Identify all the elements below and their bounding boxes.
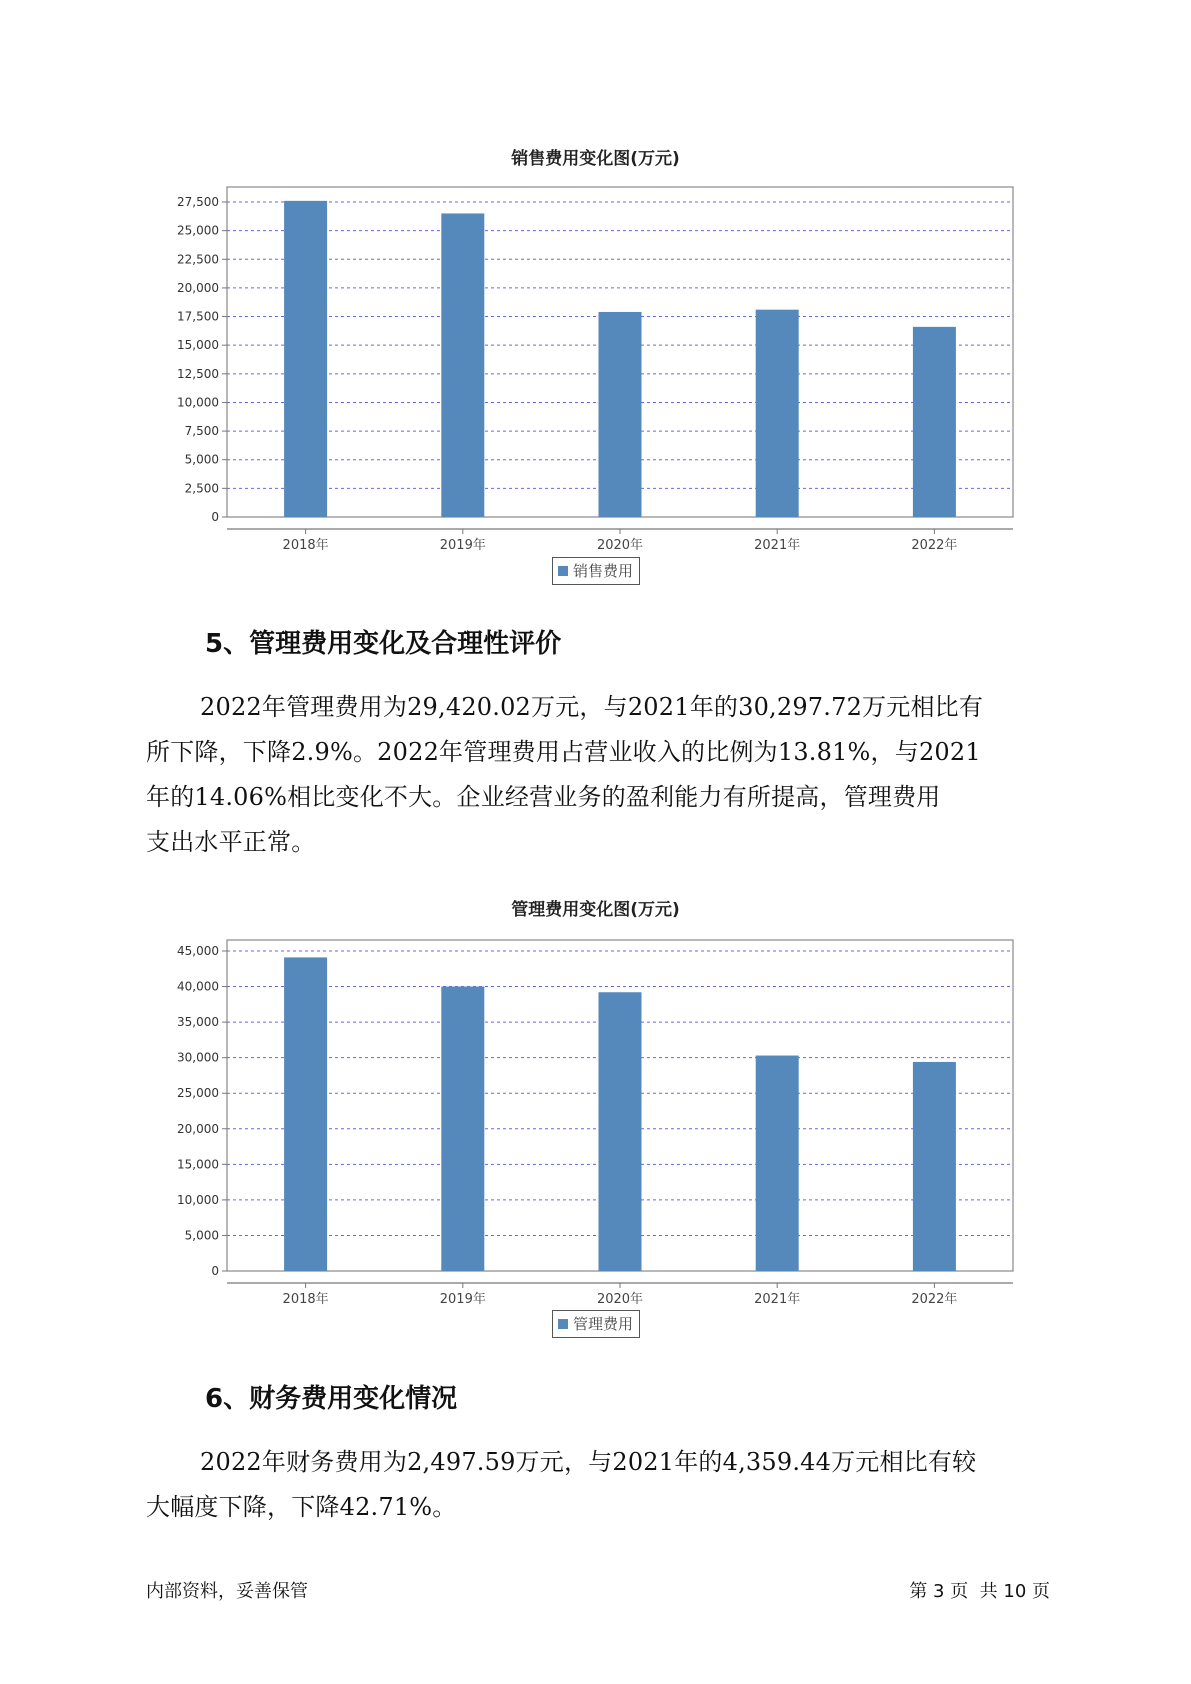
y-tick-label: 2,500: [184, 481, 219, 496]
y-tick-label: 22,500: [177, 252, 219, 267]
y-tick-label: 20,000: [177, 1121, 219, 1136]
x-tick-label: 2020年: [596, 538, 644, 553]
bar: [599, 992, 642, 1271]
y-tick-label: 0: [211, 1264, 219, 1278]
x-tick-label: 2021年: [754, 538, 801, 553]
sales-legend-label: 销售费用: [573, 562, 634, 580]
y-tick-label: 10,000: [177, 1192, 219, 1207]
y-tick-label: 5,000: [184, 452, 219, 467]
x-tick-label: 2018年: [282, 538, 329, 553]
y-tick-label: 0: [211, 510, 219, 524]
section5-heading: 5、管理费用变化及合理性评价: [205, 629, 562, 659]
y-tick-label: 7,500: [184, 424, 219, 439]
paragraph-line: 2022年管理费用为29,420.02万元，与2021年的30,297.72万元相比有: [200, 693, 984, 721]
footer-left: 内部资料，妥善保管: [146, 1581, 308, 1602]
paragraph-line: 大幅度下降，下降42.71%。: [146, 1493, 457, 1521]
admin-legend-label: 管理费用: [573, 1315, 634, 1333]
section6-paragraph: [146, 1440, 1048, 1530]
y-tick-label: 35,000: [177, 1015, 219, 1030]
x-tick-label: 2020年: [596, 1292, 644, 1307]
y-tick-label: 10,000: [177, 395, 219, 410]
y-tick-label: 17,500: [177, 309, 219, 324]
bar: [284, 957, 327, 1271]
y-tick-label: 5,000: [184, 1228, 219, 1243]
y-tick-label: 45,000: [177, 944, 219, 958]
y-tick-label: 12,500: [177, 366, 219, 381]
y-tick-label: 15,000: [177, 1157, 219, 1172]
sales-chart-title: 销售费用变化图(万元): [511, 149, 680, 169]
x-tick-label: 2022年: [911, 1292, 958, 1307]
y-tick-label: 25,000: [177, 1086, 219, 1101]
y-tick-label: 20,000: [177, 280, 219, 295]
x-tick-label: 2022年: [911, 538, 958, 553]
paragraph-line: 支出水平正常。: [146, 828, 316, 856]
paragraph-line: 2022年财务费用为2,497.59万元，与2021年的4,359.44万元相比有较: [200, 1448, 977, 1476]
paragraph-line: 年的14.06%相比变化不大。企业经营业务的盈利能力有所提高，管理费用: [146, 783, 941, 811]
x-tick-label: 2018年: [282, 1292, 329, 1307]
y-tick-label: 30,000: [177, 1050, 219, 1065]
bar: [756, 1056, 799, 1271]
paragraph-line: 所下降，下降2.9%。2022年管理费用占营业收入的比例为13.81%，与2021: [146, 738, 981, 766]
admin-chart-legend: [552, 1310, 640, 1338]
admin-chart-title: 管理费用变化图(万元): [511, 900, 680, 920]
y-tick-label: 15,000: [177, 338, 219, 353]
bar: [913, 1062, 956, 1271]
x-tick-label: 2019年: [439, 538, 486, 553]
bar: [441, 987, 484, 1271]
legend-swatch: [558, 1319, 568, 1329]
x-tick-label: 2021年: [754, 1292, 801, 1307]
y-tick-label: 27,500: [177, 195, 219, 209]
section6-heading: 6、财务费用变化情况: [205, 1384, 458, 1414]
y-tick-label: 40,000: [177, 979, 219, 994]
x-tick-label: 2019年: [439, 1292, 486, 1307]
y-tick-label: 25,000: [177, 223, 219, 238]
footer-page-number: 第 3 页 共 10 页: [909, 1581, 1050, 1602]
